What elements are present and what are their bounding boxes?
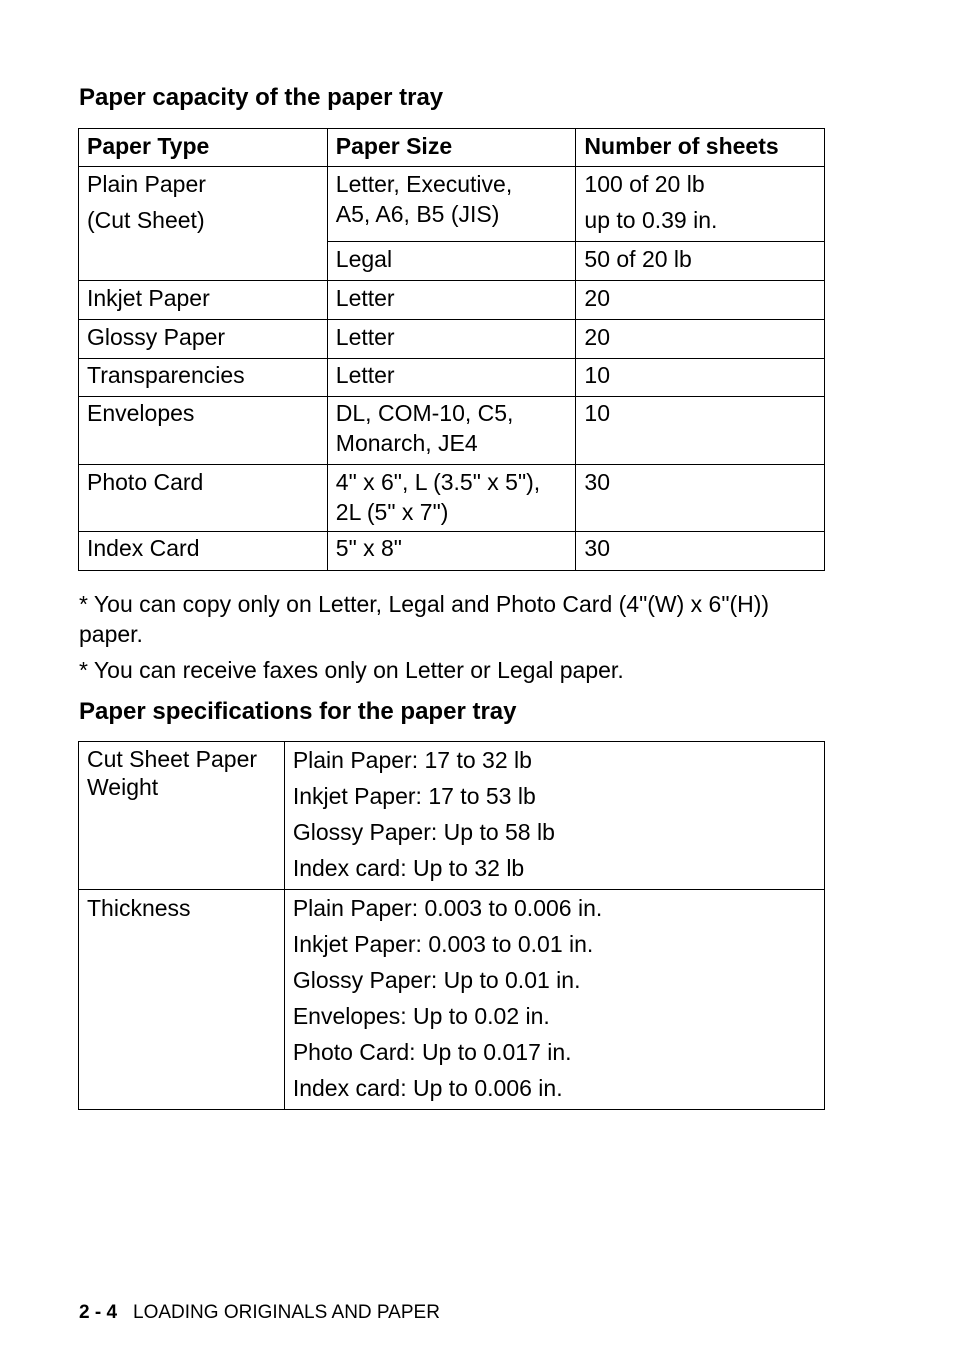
table-row xyxy=(79,167,825,242)
sheets-cell: 20 xyxy=(576,281,825,320)
table-row xyxy=(79,281,825,320)
legal-size-cell: Legal xyxy=(327,242,576,281)
paper-size-cell: Letter xyxy=(327,281,576,320)
paper-size-line: DL, COM-10, C5, xyxy=(335,400,514,426)
header-paper-size: Paper Size xyxy=(327,129,576,167)
page-number: 2 - 4 xyxy=(79,1302,118,1323)
sheets-cell: 30 xyxy=(576,465,825,532)
paper-size-cell xyxy=(327,465,576,532)
plain-paper-type-line: (Cut Sheet) xyxy=(87,207,205,233)
sheets-cell: 10 xyxy=(576,359,825,397)
paper-size-cell: 5" x 8" xyxy=(327,532,576,571)
spec-value-line: Index card: Up to 0.006 in. xyxy=(292,1075,563,1101)
paper-type-cell: Envelopes xyxy=(79,397,328,465)
spec-value-line: Plain Paper: 0.003 to 0.006 in. xyxy=(292,895,603,921)
paper-type-cell: Photo Card xyxy=(79,465,328,532)
plain-paper-sheets-line: up to 0.39 in. xyxy=(584,207,718,233)
plain-paper-size-cell xyxy=(327,167,576,242)
paper-type-cell: Glossy Paper xyxy=(79,320,328,359)
specifications-heading: Paper specifications for the paper tray xyxy=(79,698,517,725)
sheets-cell: 30 xyxy=(576,532,825,571)
paper-type-cell: Index Card xyxy=(79,532,328,571)
table-row xyxy=(79,465,825,532)
thickness-values-cell xyxy=(284,890,824,1110)
paper-size-cell: Letter xyxy=(327,359,576,397)
paper-size-cell xyxy=(327,397,576,465)
spec-value-line: Glossy Paper: Up to 58 lb xyxy=(292,819,555,845)
plain-paper-size-line: Letter, Executive, xyxy=(335,171,513,197)
capacity-table xyxy=(78,128,825,571)
plain-paper-type-line: Plain Paper xyxy=(87,171,206,197)
thickness-label-cell: Thickness xyxy=(79,890,285,1110)
paper-type-cell: Transparencies xyxy=(79,359,328,397)
spec-value-line: Inkjet Paper: 0.003 to 0.01 in. xyxy=(292,931,594,957)
sheets-cell: 10 xyxy=(576,397,825,465)
table-row xyxy=(79,532,825,571)
sheets-cell: 20 xyxy=(576,320,825,359)
paper-size-line: 2L (5" x 7") xyxy=(335,499,449,525)
spec-value-line: Index card: Up to 32 lb xyxy=(292,855,525,881)
plain-paper-type-cell xyxy=(79,167,328,281)
copy-note: * You can copy only on Letter, Legal and Photo Card (4"(W) x 6"(H)) paper. xyxy=(79,591,770,647)
capacity-header-row xyxy=(79,129,825,167)
fax-note: * You can receive faxes only on Letter or Legal paper. xyxy=(79,657,624,683)
spec-value-line: Photo Card: Up to 0.017 in. xyxy=(292,1039,572,1065)
spec-value-line: Inkjet Paper: 17 to 53 lb xyxy=(292,783,536,809)
weight-values-cell xyxy=(284,742,824,890)
spec-value-line: Plain Paper: 17 to 32 lb xyxy=(292,747,532,773)
paper-type-cell: Inkjet Paper xyxy=(79,281,328,320)
table-row xyxy=(79,397,825,465)
table-row xyxy=(79,742,825,890)
weight-label-cell: Cut Sheet Paper Weight xyxy=(79,742,285,890)
header-paper-type: Paper Type xyxy=(79,129,328,167)
table-row xyxy=(79,359,825,397)
plain-paper-sheets-line: 100 of 20 lb xyxy=(584,171,705,197)
specifications-table xyxy=(78,741,825,1110)
paper-size-line: 4" x 6", L (3.5" x 5"), xyxy=(335,469,541,495)
spec-value-line: Envelopes: Up to 0.02 in. xyxy=(292,1003,550,1029)
legal-sheets-cell: 50 of 20 lb xyxy=(576,242,825,281)
plain-paper-size-line: A5, A6, B5 (JIS) xyxy=(335,201,500,227)
header-number-of-sheets: Number of sheets xyxy=(576,129,825,167)
paper-size-cell: Letter xyxy=(327,320,576,359)
paper-size-line: Monarch, JE4 xyxy=(335,430,478,456)
spec-value-line: Glossy Paper: Up to 0.01 in. xyxy=(292,967,581,993)
chapter-title: LOADING ORIGINALS AND PAPER xyxy=(133,1302,440,1323)
table-row xyxy=(79,320,825,359)
page-footer xyxy=(79,1301,440,1325)
capacity-heading: Paper capacity of the paper tray xyxy=(79,84,444,111)
table-row xyxy=(79,890,825,1110)
plain-paper-sheets-cell xyxy=(576,167,825,242)
